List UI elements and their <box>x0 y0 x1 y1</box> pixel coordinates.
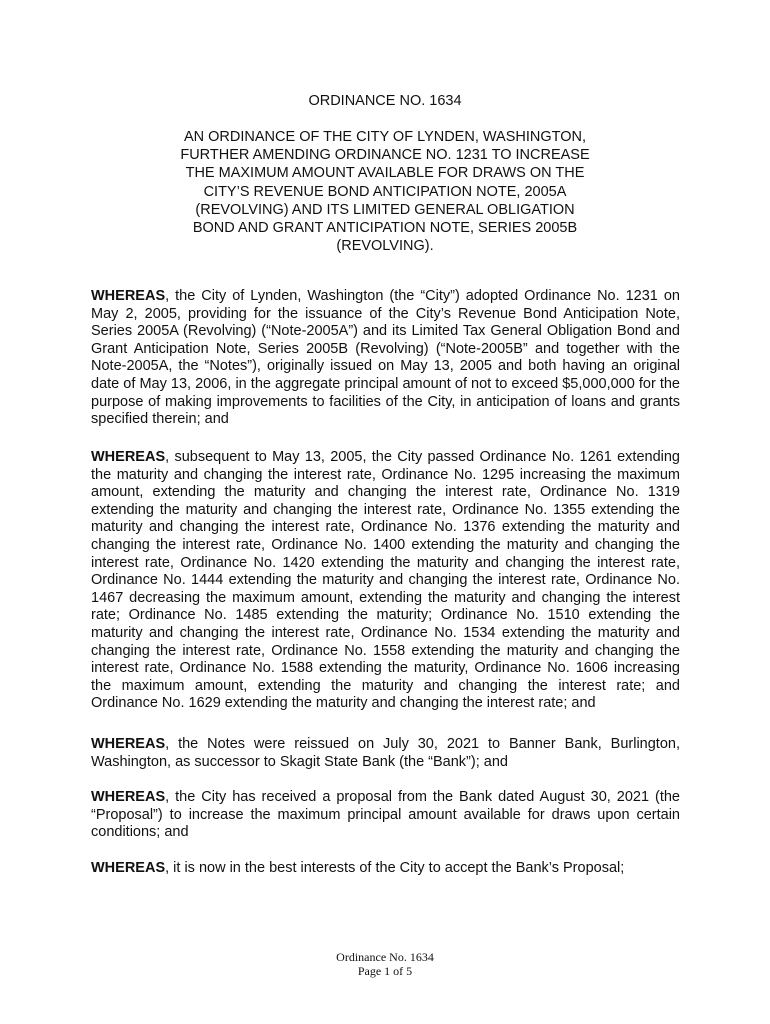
whereas-paragraph-3 <box>91 736 680 771</box>
footer-ordinance-label: Ordinance No. 1634 <box>336 950 434 964</box>
whereas-paragraph-2 <box>91 449 680 713</box>
whereas-paragraph-1 <box>91 288 680 429</box>
whereas-paragraph-4 <box>91 789 680 842</box>
footer-page-number: Page 1 of 5 <box>357 964 413 978</box>
title-line: AN ORDINANCE OF THE CITY OF LYNDEN, WASHINGTON, <box>183 129 586 145</box>
ordinance-title <box>120 128 650 255</box>
paragraph-text: , subsequent to May 13, 2005, the City passed Ordinance No. 1261 extending the maturity and changing the interest rate, Ordinance No. 1295 increasing the maximum amount, extending the maturity and changing the interest rate, Ordinance No. 1319 extending the maturity and changing the interest rate, Ordinance No. 1355 extending the maturity and changing the interest rate, Ordinance No. 1376 extending the maturity and changing the interest rate, Ordinance No. 1400 extending the maturity and changing the interest rate, Ordinance No. 1420 extending the maturity and changing the interest rate, Ordinance No. 1444 extending the maturity and changing the interest rate, Ordinance No. 1467 decreasing the maximum amount, extending the maturity and changing the interest rate; Ordinance No. 1485 extending the maturity; Ordinance No. 1510 extending the maturity and changing the interest rate, Ordinance No. 1534 extending the maturity and changing the interest rate, Ordinance No. 1558 extending the maturity and changing the interest rate, Ordinance No. 1588 extending the maturity, Ordinance No. 1606 increasing the maximum amount, extending the maturity and changing the interest rate; and Ordinance No. 1629 extending the maturity and changing the interest rate; and <box>91 449 680 712</box>
title-line: THE MAXIMUM AMOUNT AVAILABLE FOR DRAWS ON THE <box>185 165 585 182</box>
whereas-keyword: WHEREAS <box>91 449 166 465</box>
whereas-keyword: WHEREAS <box>91 860 166 876</box>
paragraph-text: , the City has received a proposal from the Bank dated August 30, 2021 (the “Proposal”) to increase the maximum principal amount available for draws upon certain conditions; and <box>91 789 680 841</box>
paragraph-text: , it is now in the best interests of the City to accept the Bank’s Proposal; <box>165 860 625 876</box>
paragraph-text: , the Notes were reissued on July 30, 2021 to Banner Bank, Burlington, Washington, as successor to Skagit State Bank (the “Bank”); and <box>91 736 680 770</box>
title-line: (REVOLVING) AND ITS LIMITED GENERAL OBLIGATION <box>195 201 575 218</box>
title-line: BOND AND GRANT ANTICIPATION NOTE, SERIES 2005B <box>192 220 578 237</box>
whereas-paragraph-5 <box>91 860 680 878</box>
whereas-keyword: WHEREAS <box>91 736 166 752</box>
whereas-keyword: WHEREAS <box>91 288 166 304</box>
title-line: (REVOLVING). <box>336 238 434 255</box>
title-line: CITY’S REVENUE BOND ANTICIPATION NOTE, 2005A <box>203 183 567 200</box>
whereas-keyword: WHEREAS <box>91 789 166 805</box>
paragraph-text: , the City of Lynden, Washington (the “City”) adopted Ordinance No. 1231 on May 2, 2005, providing for the issuance of the City’s Revenue Bond Anticipation Note, Series 2005A (Revolving) (“Note-2005A”) and its Limited Tax General Obligation Bond and Grant Anticipation Note, Series 2005B (Revolving) (“Note-2005B” and together with the Note-2005A, the “Notes”), originally issued on May 13, 2005 and both having an original date of May 13, 2006, in the aggregate principal amount of not to exceed $5,000,000 for the purpose of making improvements to facilities of the City, in anticipation of loans and grants specified therein; and <box>91 288 680 428</box>
ordinance-number-heading: ORDINANCE NO. 1634 <box>308 93 462 109</box>
page-footer <box>0 950 770 978</box>
title-line: FURTHER AMENDING ORDINANCE NO. 1231 TO INCREASE <box>180 147 590 164</box>
